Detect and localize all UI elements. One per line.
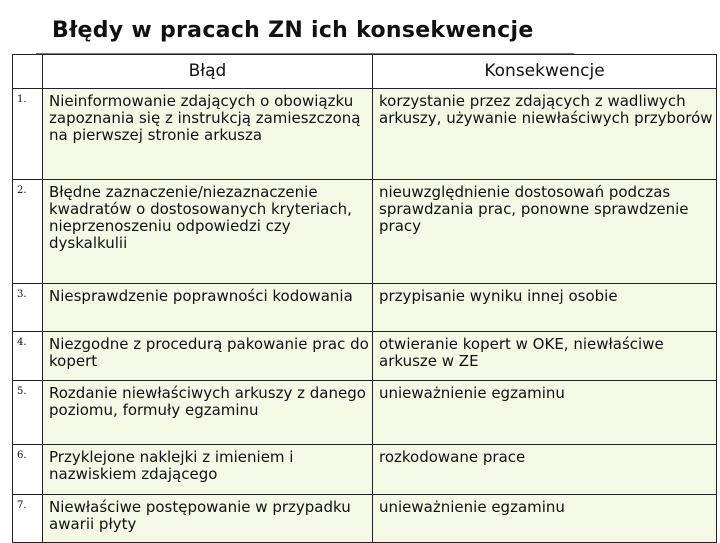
number-column-header	[13, 55, 43, 89]
table-row	[13, 180, 717, 284]
consequence-text: przypisanie wyniku innej osobie	[379, 287, 618, 305]
consequence-text: unieważnienie egzaminu	[379, 498, 565, 516]
consequence-text: unieważnienie egzaminu	[379, 384, 565, 402]
consequence-cell	[373, 180, 717, 284]
row-number: 4.	[13, 332, 43, 381]
error-cell	[43, 495, 373, 543]
error-text: Niesprawdzenie poprawności kodowania	[49, 287, 353, 305]
consequence-text: korzystanie przez zdających z wadliwych arkuszy, używanie niewłaściwych przyborów	[379, 92, 713, 127]
consequence-column-header: Konsekwencje	[373, 55, 717, 89]
table-header-row	[13, 55, 717, 89]
consequence-text: otwieranie kopert w OKE, niewłaściwe arkusze w ZE	[379, 335, 664, 370]
consequence-cell	[373, 495, 717, 543]
consequence-text: nieuwzględnienie dostosowań podczas sprawdzania prac, ponowne sprawdzenie pracy	[379, 183, 689, 235]
table-row	[13, 284, 717, 332]
consequence-cell	[373, 284, 717, 332]
error-text: Nieinformowanie zdających o obowiązku zapoznania się z instrukcją zamieszczoną na pierwszej stronie arkusza	[49, 92, 361, 144]
error-cell	[43, 180, 373, 284]
table-row	[13, 381, 717, 445]
consequence-cell	[373, 89, 717, 180]
error-column-header: Błąd	[43, 55, 373, 89]
row-number: 6.	[13, 445, 43, 495]
consequence-text: rozkodowane prace	[379, 448, 526, 466]
table-row	[13, 332, 717, 381]
error-cell	[43, 381, 373, 445]
error-text: Niezgodne z procedurą pakowanie prac do kopert	[49, 335, 369, 370]
page-title: Błędy w pracach ZN ich konsekwencje	[52, 18, 534, 43]
error-cell	[43, 284, 373, 332]
consequence-cell	[373, 381, 717, 445]
table-row	[13, 445, 717, 495]
table-row	[13, 495, 717, 543]
row-number: 2.	[13, 180, 43, 284]
consequence-cell	[373, 332, 717, 381]
error-text: Niewłaściwe postępowanie w przypadku awarii płyty	[49, 498, 351, 533]
table-row	[13, 89, 717, 180]
row-number: 1.	[13, 89, 43, 180]
row-number: 5.	[13, 381, 43, 445]
errors-table	[12, 54, 717, 543]
error-text: Rozdanie niewłaściwych arkuszy z danego poziomu, formuły egzaminu	[49, 384, 366, 419]
error-text: Przyklejone naklejki z imieniem i nazwiskiem zdającego	[49, 448, 294, 483]
error-cell	[43, 445, 373, 495]
consequence-cell	[373, 445, 717, 495]
row-number: 3.	[13, 284, 43, 332]
error-cell	[43, 89, 373, 180]
error-cell	[43, 332, 373, 381]
row-number: 7.	[13, 495, 43, 543]
error-text: Błędne zaznaczenie/niezaznaczenie kwadratów o dostosowanych kryteriach, nieprzenoszeniu odpowiedzi czy dyskalkulii	[49, 183, 352, 252]
